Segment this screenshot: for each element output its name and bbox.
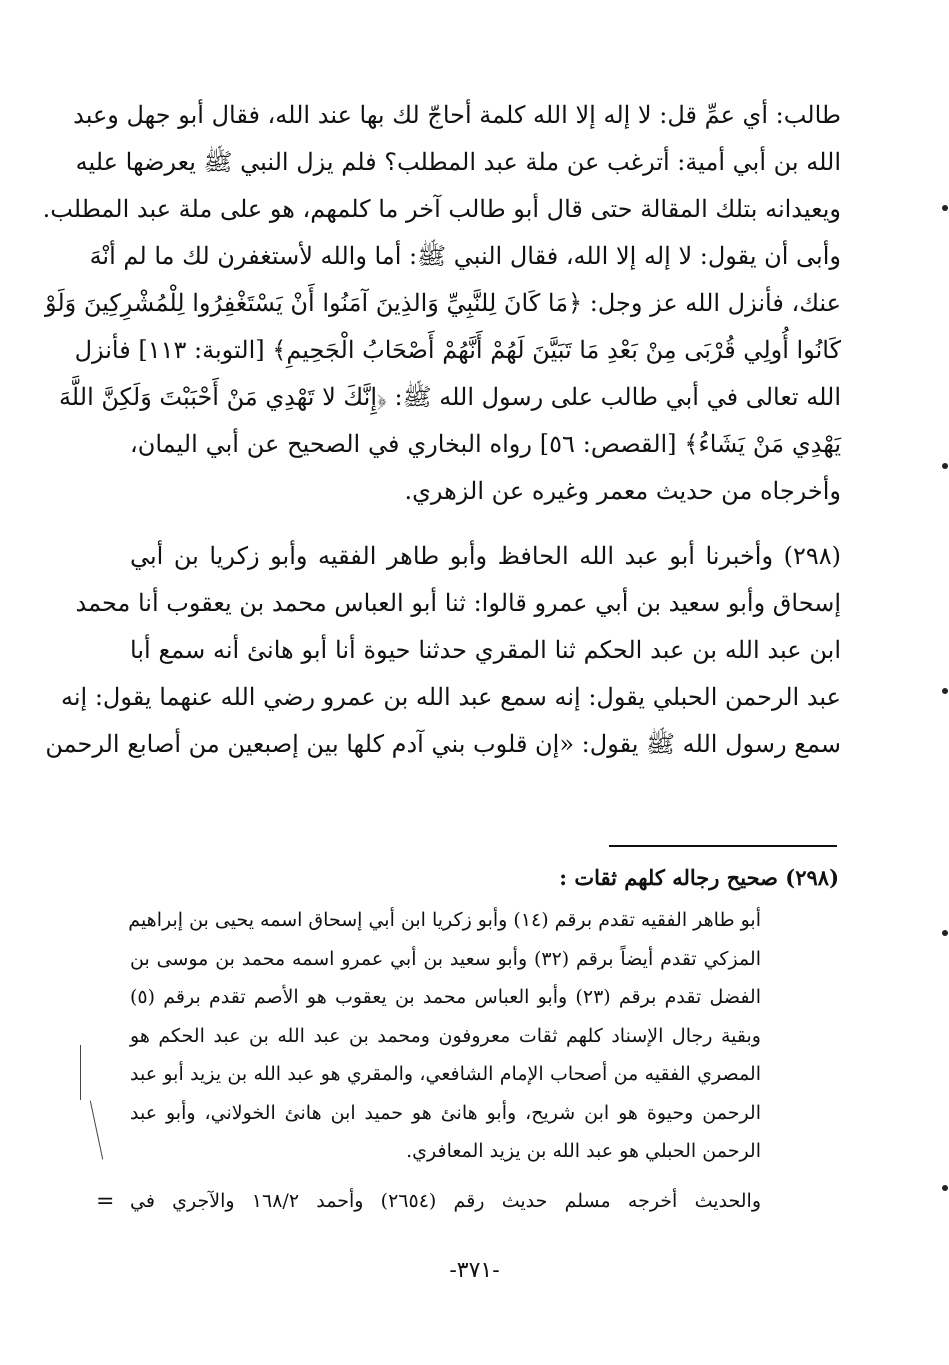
text-line: وأخرجاه من حديث معمر وغيره عن الزهري. bbox=[404, 477, 841, 505]
footnote-line: أبو طاهر الفقيه تقدم برقم (١٤) وأبو زكريا ابن أبي إسحاق اسمه يحيى بن إبراهيم bbox=[128, 909, 761, 931]
main-text bbox=[42, 92, 841, 768]
scan-mark bbox=[90, 1101, 103, 1160]
scan-speck bbox=[942, 463, 948, 469]
scan-speck bbox=[942, 205, 948, 211]
hadith-line: ابن عبد الله بن عبد الحكم ثنا المقري حدثنا حيوة أنا أبو هانئ أنه سمع أبا bbox=[130, 636, 841, 664]
hadith-line: عبد الرحمن الحبلي يقول: إنه سمع عبد الله بن عمرو رضي الله عنهما يقول: إنه bbox=[60, 683, 841, 711]
footnote-line: الفضل تقدم برقم (٢٣) وأبو العباس محمد بن يعقوب هو الأصم تقدم برقم (٥) bbox=[130, 986, 762, 1008]
text-line: وأبى أن يقول: لا إله إلا الله، فقال النبي ﷺ: أما والله لأستغفرن لك ما لم أنْهَ bbox=[89, 242, 841, 270]
footnote-line: المزكي تقدم أيضاً برقم (٣٢) وأبو سعيد بن أبي عمرو اسمه محمد بن موسى بن bbox=[130, 947, 761, 970]
continuation-mark: = bbox=[96, 1189, 115, 1214]
scan-mark bbox=[80, 1045, 81, 1100]
footnote-last-line: والحديث أخرجه مسلم حديث رقم (٢٦٥٤) وأحمد ١٦٨/٢ والآجري في bbox=[130, 1190, 761, 1212]
text-line: ويعيدانه بتلك المقالة حتى قال أبو طالب آخر ما كلمهم، هو على ملة عبد المطلب. bbox=[42, 195, 841, 223]
text-line: الله بن أبي أمية: أترغب عن ملة عبد المطلب؟ فلم يزل النبي ﷺ يعرضها عليه bbox=[75, 148, 841, 176]
scan-speck bbox=[942, 688, 948, 694]
footnote-line: المصري الفقيه من أصحاب الإمام الشافعي، والمقري هو عبد الله بن يزيد أبو عبد bbox=[130, 1063, 761, 1085]
scan-speck bbox=[942, 930, 948, 936]
footnote-body bbox=[130, 901, 761, 1171]
text-line: عنك، فأنزل الله عز وجل: ﴿مَا كَانَ لِلنَّبِيِّ وَالذِينَ آمَنُوا أَنْ يَسْتَغْفِرُوا لِلْمُشْرِكِينَ وَلَوْ bbox=[44, 289, 841, 317]
hadith-line: إسحاق وأبو سعيد بن أبي عمرو قالوا: ثنا أبو العباس محمد بن يعقوب أنا محمد bbox=[75, 589, 841, 617]
text-line: يَهْدِي مَنْ يَشَاءُ﴾ [القصص: ٥٦] رواه البخاري في الصحيح عن أبي اليمان، bbox=[130, 430, 841, 458]
text-line: كَانُوا أُولِي قُرْبَى مِنْ بَعْدِ مَا تَبَيَّنَ لَهُمْ أَنَّهُمْ أَصْحَابُ الْجَحِيمِ﴾ [التوبة: ١١٣] فأنزل bbox=[74, 336, 841, 364]
scan-speck bbox=[942, 1185, 948, 1191]
text-line: طالب: أي عمِّ قل: لا إله إلا الله كلمة أحاجّ لك بها عند الله، فقال أبو جهل وعبد bbox=[73, 101, 841, 129]
text-line: الله تعالى في أبي طالب على رسول الله ﷺ: ﴿إِنَّكَ لا تَهْدِي مَنْ أَحْبَبْتَ وَلَكِنَّ اللَّهَ bbox=[58, 383, 841, 411]
footnote-line: وبقية رجال الإسناد كلهم ثقات معروفون ومحمد بن عبد الله بن عبد الحكم هو bbox=[130, 1024, 761, 1047]
hadith-line: (٢٩٨) وأخبرنا أبو عبد الله الحافظ وأبو طاهر الفقيه وأبو زكريا بن أبي bbox=[130, 542, 841, 570]
footnote-line: الرحمن وحيوة هو ابن شريح، وأبو هانئ هو حميد ابن هانئ الخولاني، وأبو عبد bbox=[130, 1101, 761, 1124]
footnote-heading: (٢٩٨) صحيح رجاله كلهم ثقات : bbox=[559, 865, 839, 890]
hadith-line: سمع رسول الله ﷺ يقول: «إن قلوب بني آدم كلها بين إصبعين من أصابع الرحمن bbox=[45, 730, 841, 758]
page-number: -٣٧١- bbox=[449, 1258, 500, 1283]
footnote-separator bbox=[609, 845, 837, 847]
footnote-line: الرحمن الحبلي هو عبد الله بن يزيد المعافري. bbox=[406, 1140, 761, 1162]
